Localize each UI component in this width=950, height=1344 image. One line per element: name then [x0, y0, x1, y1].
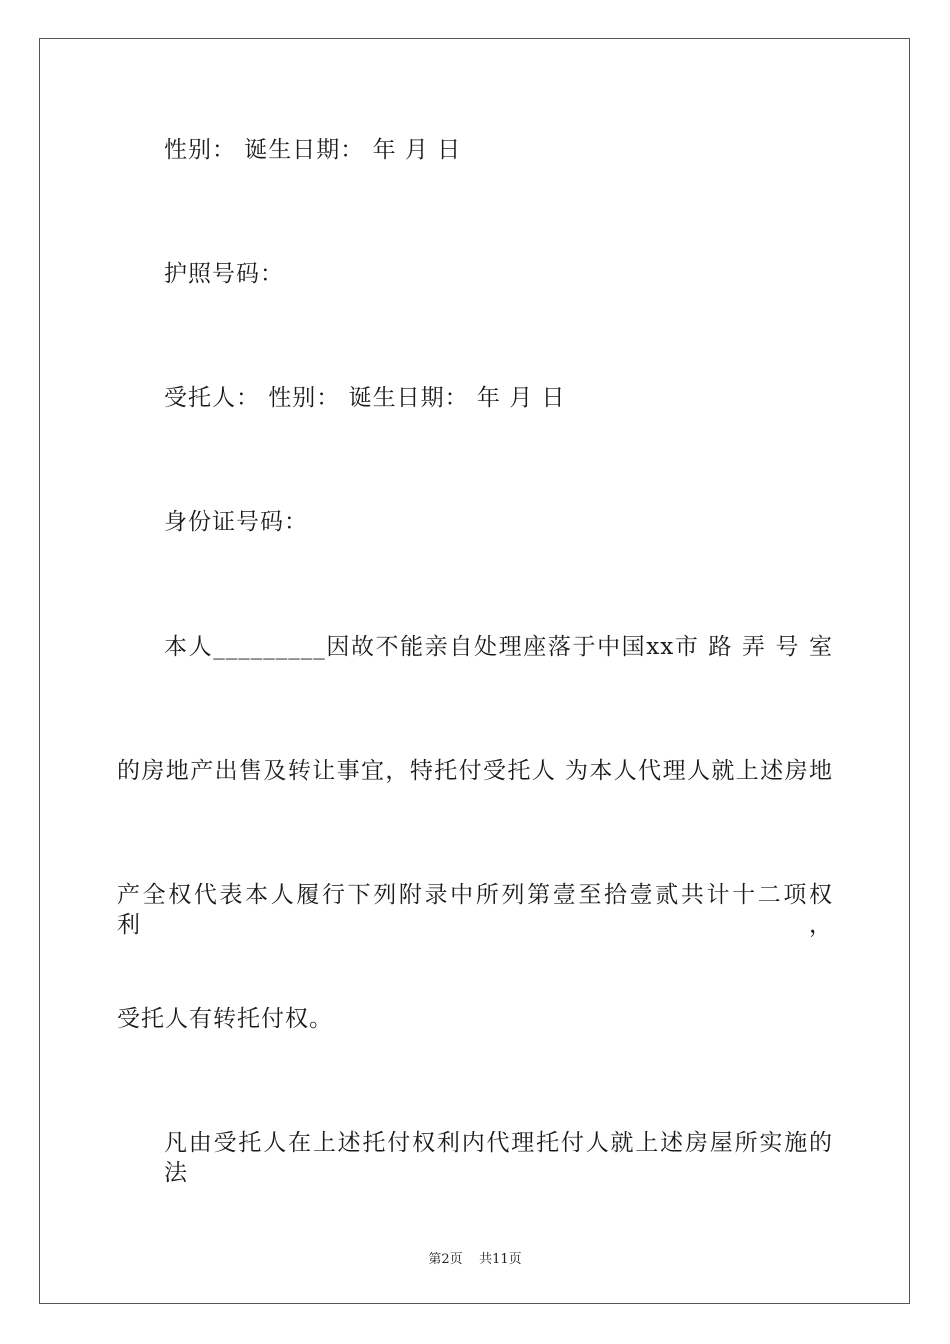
gender-birthdate-line: 性别： 诞生日期： 年 月 日: [164, 137, 462, 163]
paragraph-line: 产全权代表本人履行下列附录中所列第壹至拾壹贰共计十二项权利，: [117, 882, 833, 938]
page-number: 第2页: [428, 1252, 463, 1267]
paragraph-line: 的房地产出售及转让事宜，特托付受托人 为本人代理人就上述房地: [117, 758, 833, 784]
trustee-info-line: 受托人： 性别： 诞生日期： 年 月 日: [164, 385, 566, 411]
page-border: [39, 38, 910, 1304]
paragraph-line: 凡由受托人在上述托付权利内代理托付人就上述房屋所实施的法: [164, 1130, 833, 1186]
page-footer: [0, 1248, 950, 1267]
page-total: 共11页: [479, 1252, 522, 1267]
passport-number-line: 护照号码：: [164, 261, 284, 287]
paragraph-line: 受托人有转托付权。: [117, 1006, 333, 1032]
id-number-line: 身份证号码：: [164, 509, 308, 535]
paragraph-line: 本人_________因故不能亲自处理座落于中国xx市 路 弄 号 室: [164, 634, 833, 660]
